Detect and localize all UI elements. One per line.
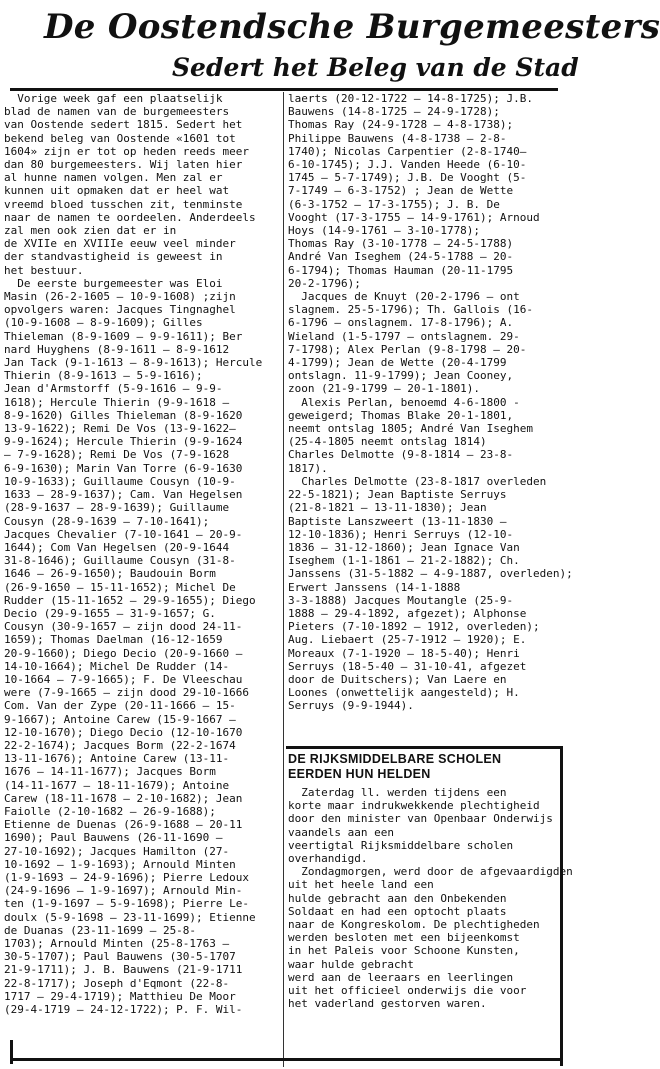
article-line: Charles Delmotte (9-8-1814 — 23-8- xyxy=(288,448,514,462)
bottom-left-rule xyxy=(10,1040,13,1064)
article-line: Jacques Chevalier (7-10-1641 — 20-9- xyxy=(4,527,243,541)
article-line: 10-1664 — 7-9-1665); F. De Vleeschau xyxy=(4,672,243,686)
article-line: Moreaux (7-1-1920 — 18-5-40); Henri xyxy=(288,646,520,660)
article-line: Rudder (15-11-1652 — 29-9-1655); Diego xyxy=(4,593,256,607)
article-line: 3-3-1888) Jacques Moutangle (25-9- xyxy=(288,593,514,607)
article-line: neemt ontslag 1805; André Van Iseghem xyxy=(288,422,534,436)
subheadline: Sedert het Beleg van de Stad xyxy=(172,53,579,82)
article-line: de XVIIe en XVIIIe eeuw veel minder xyxy=(4,237,236,251)
article-line: nard Huyghens (8-9-1611 — 8-9-1612 xyxy=(4,342,230,356)
article-line: 1703); Arnould Minten (25-8-1763 — xyxy=(4,937,230,950)
article-line: Thierin (8-9-1613 — 5-9-1616); xyxy=(4,369,203,383)
article-line: (21-8-1821 — 13-11-1830); Jean xyxy=(288,501,487,515)
article-line: Loones (onwettelijk aangesteld); H. xyxy=(288,686,520,700)
second-article-headline: DE RIJKSMIDDELBARE SCHOLEN EERDEN HUN HELDEN xyxy=(288,752,502,781)
second-article-line: werden besloten met een bijeenkomst xyxy=(288,931,520,945)
article-line: (10-9-1608 — 8-9-1609); Gilles xyxy=(4,316,203,330)
article-line: van Oostende sedert 1815. Sedert het xyxy=(4,118,243,132)
article-line: 1745 — 5-7-1749); J.B. De Vooght (5- xyxy=(288,171,527,185)
second-article-line: hulde gebracht aan den Onbekenden xyxy=(288,891,507,905)
article-line: kunnen uit opmaken dat er heel wat xyxy=(4,184,230,198)
second-article-line: naar de Kongreskolom. De plechtigheden xyxy=(288,918,540,932)
article-line: (29-4-1719 — 24-12-1722); P. F. Wil- xyxy=(4,1003,243,1017)
article-line: 7-1798); Alex Perlan (9-8-1798 — 20- xyxy=(288,342,527,356)
second-article-line: Zaterdag ll. werden tijdens een xyxy=(288,786,507,799)
article-line: Thieleman (8-9-1609 — 9-9-1611); Ber xyxy=(4,329,243,343)
article-line: (24-9-1696 — 1-9-1697); Arnould Min- xyxy=(4,884,243,898)
article-line: 14-10-1664); Michel De Rudder (14- xyxy=(4,659,230,673)
article-line: Carew (18-11-1678 — 2-10-1682); Jean xyxy=(4,791,243,805)
article-line: Philippe Bauwens (4-8-1738 — 2-8- xyxy=(288,131,507,145)
article-line: opvolgers waren: Jacques Tingnaghel xyxy=(4,303,236,317)
article-right-column xyxy=(288,92,573,740)
article-line: blad de namen van de burgemeesters xyxy=(4,105,230,119)
article-line: der standvastigheid is geweest in xyxy=(4,250,223,264)
article-line: Vooght (17-3-1755 — 14-9-1761); Arnoud xyxy=(288,210,540,224)
article-line: 1633 — 28-9-1637); Cam. Van Hegelsen xyxy=(4,488,243,502)
article-line: ontslagn. 11-9-1799); Jean Cooney, xyxy=(288,369,514,383)
second-article-line: veertigtal Rijksmiddelbare scholen xyxy=(288,838,514,852)
headline: De Oostendsche Burgemeesters xyxy=(44,7,660,47)
article-line: 27-10-1692); Jacques Hamilton (27- xyxy=(4,844,230,858)
article-line: laerts (20-12-1722 — 14-8-1725); J.B. xyxy=(288,92,534,105)
article-line: were (7-9-1665 — zijn dood 29-10-1666 xyxy=(4,686,250,700)
article-line: Jacques de Knuyt (20-2-1796 — ont xyxy=(288,290,520,304)
second-article-top-rule xyxy=(286,746,562,749)
article-line: geweigerd; Thomas Blake 20-1-1801, xyxy=(288,408,514,422)
article-line: vreemd bloed tusschen zit, tenminste xyxy=(4,197,243,211)
article-line: 22-5-1821); Jean Baptiste Serruys xyxy=(288,488,507,502)
article-line: Baptiste Lanszweert (13-11-1830 — xyxy=(288,514,507,528)
article-line: Pieters (7-10-1892 — 1912, overleden); xyxy=(288,620,540,634)
article-line: 30-5-1707); Paul Bauwens (30-5-1707 xyxy=(4,950,236,964)
article-line: de Duanas (23-11-1699 — 25-8- xyxy=(4,923,197,937)
article-line: Cousyn (30-9-1657 — zijn dood 24-11- xyxy=(4,620,243,634)
article-line: 1690); Paul Bauwens (26-11-1690 — xyxy=(4,831,223,845)
article-line: 31-8-1646); Guillaume Cousyn (31-8- xyxy=(4,554,236,568)
second-article-line: Zondagmorgen, werd door de afgevaardigden xyxy=(288,865,573,879)
article-line: 1888 — 29-4-1892, afgezet); Alphonse xyxy=(288,606,527,620)
article-line: 10-1692 — 1-9-1693); Arnould Minten xyxy=(4,857,236,871)
second-article-line: door den minister van Openbaar Onderwijs xyxy=(288,812,553,826)
article-line: (6-3-1752 — 17-3-1755); J. B. De xyxy=(288,197,500,211)
article-line: 13-11-1676); Antoine Carew (13-11- xyxy=(4,752,230,766)
article-line: 20-2-1796); xyxy=(288,276,361,290)
article-line: slagnem. 25-5-1796); Th. Gallois (16- xyxy=(288,303,534,317)
second-article-body xyxy=(288,786,573,1052)
article-line: Cousyn (28-9-1639 — 7-10-1641); xyxy=(4,514,210,528)
article-line: zoon (21-9-1799 — 20-1-1801). xyxy=(288,382,481,396)
bottom-rule xyxy=(10,1058,562,1061)
article-line: ten (1-9-1697 — 5-9-1698); Pierre Le- xyxy=(4,897,250,911)
article-line: Charles Delmotte (23-8-1817 overleden xyxy=(288,474,547,488)
article-line: De eerste burgemeester was Eloi xyxy=(4,276,223,290)
second-article-line: vaandels aan een xyxy=(288,825,394,839)
article-line: Janssens (31-5-1882 — 4-9-1887, overleden); xyxy=(288,567,573,581)
article-line: 21-9-1711); J. B. Bauwens (21-9-1711 xyxy=(4,963,243,977)
article-line: Faiolle (2-10-1682 — 26-9-1688); xyxy=(4,804,216,818)
article-line: door de Duitschers); Van Laere en xyxy=(288,672,507,686)
article-line: 12-10-1670); Diego Decio (12-10-1670 xyxy=(4,725,243,739)
article-line: 1646 — 26-9-1650); Baudouin Borm xyxy=(4,567,216,581)
article-line: 22-8-1717); Joseph d'Eqmont (22-8- xyxy=(4,976,230,990)
second-article-line: overhandigd. xyxy=(288,852,368,866)
article-line: Jan Tack (9-1-1613 — 8-9-1613); Hercule xyxy=(4,356,263,370)
article-line: 1740); Nicolas Carpentier (2-8-1740— xyxy=(288,144,527,158)
article-line: Masin (26-2-1605 — 10-9-1608) ;zijn xyxy=(4,290,236,304)
article-line: Aug. Liebaert (25-7-1912 — 1920); E. xyxy=(288,633,527,647)
article-line: het bestuur. xyxy=(4,263,84,277)
article-line: 1836 — 31-12-1860); Jean Ignace Van xyxy=(288,540,520,554)
second-article-line: uit het officieel onderwijs die voor xyxy=(288,984,527,998)
article-line: zal men ook zien dat er in xyxy=(4,224,177,238)
article-line: 6-1794); Thomas Hauman (20-11-1795 xyxy=(288,263,514,277)
article-line: 9-9-1624); Hercule Thierin (9-9-1624 xyxy=(4,435,243,449)
article-line: Serruys (18-5-40 — 31-10-41, afgezet xyxy=(288,659,527,673)
article-line: dan 80 burgemeesters. Wij laten hier xyxy=(4,158,243,172)
article-line: 1618); Hercule Thierin (9-9-1618 — xyxy=(4,395,230,409)
article-line: 1717 — 29-4-1719); Matthieu De Moor xyxy=(4,989,236,1003)
article-line: Thomas Ray (24-9-1728 — 4-8-1738); xyxy=(288,118,514,132)
article-line: doulx (5-9-1698 — 23-11-1699); Etienne xyxy=(4,910,256,924)
article-line: 6-1796 — onslagnem. 17-8-1796); A. xyxy=(288,316,514,330)
second-article-line: Soldaat en had een optocht plaats xyxy=(288,904,507,918)
second-article-line: het vaderland gestorven waren. xyxy=(288,997,487,1011)
article-line: 22-2-1674); Jacques Borm (22-2-1674 xyxy=(4,738,236,752)
article-line: al hunne namen volgen. Men zal er xyxy=(4,171,223,185)
article-line: (28-9-1637 — 28-9-1639); Guillaume xyxy=(4,501,230,515)
article-line: Serruys (9-9-1944). xyxy=(288,699,414,713)
article-line: Vorige week gaf een plaatselijk xyxy=(4,92,223,105)
article-line: Hoys (14-9-1761 — 3-10-1778); xyxy=(288,224,481,238)
article-line: Jean d'Armstorff (5-9-1616 — 9-9- xyxy=(4,382,223,396)
article-line: — 7-9-1628); Remi De Vos (7-9-1628 xyxy=(4,448,230,462)
article-left-column xyxy=(4,92,280,1064)
second-article-line: werd aan de leeraars en leerlingen xyxy=(288,970,514,984)
article-line: 1817). xyxy=(288,461,328,475)
article-line: 1676 — 14-11-1677); Jacques Borm xyxy=(4,765,216,779)
article-line: 13-9-1622); Remi De Vos (13-9-1622— xyxy=(4,422,236,436)
article-line: Alexis Perlan, benoemd 4-6-1800 - xyxy=(288,395,520,409)
article-line: (1-9-1693 — 24-9-1696); Pierre Ledoux xyxy=(4,870,250,884)
article-line: bekend beleg van Oostende «1601 tot xyxy=(4,131,236,145)
article-line: 10-9-1633); Guillaume Cousyn (10-9- xyxy=(4,474,236,488)
article-line: Thomas Ray (3-10-1778 — 24-5-1788) xyxy=(288,237,514,251)
article-line: 6-10-1745); J.J. Vanden Heede (6-10- xyxy=(288,158,527,172)
second-article-line: uit het heele land een xyxy=(288,878,434,892)
article-line: André Van Iseghem (24-5-1788 — 20- xyxy=(288,250,514,264)
article-line: 1604» zijn er tot op heden reeds meer xyxy=(4,144,250,158)
article-line: 6-9-1630); Marin Van Torre (6-9-1630 xyxy=(4,461,243,475)
article-line: 9-1667); Antoine Carew (15-9-1667 — xyxy=(4,712,236,726)
article-line: Erwert Janssens (14-1-1888 xyxy=(288,580,461,594)
article-line: Iseghem (1-1-1861 — 21-2-1882); Ch. xyxy=(288,554,520,568)
article-line: Bauwens (14-8-1725 — 24-9-1728); xyxy=(288,105,500,119)
second-article-line: korte maar indrukwekkende plechtigheid xyxy=(288,799,540,813)
article-line: Decio (29-9-1655 — 31-9-1657; G. xyxy=(4,606,216,620)
column-divider xyxy=(283,92,284,1067)
article-line: Wieland (1-5-1797 — ontslagnem. 29- xyxy=(288,329,520,343)
article-line: 1659); Thomas Daelman (16-12-1659 xyxy=(4,633,223,647)
second-article-line: waar hulde gebracht xyxy=(288,957,414,971)
header-rule xyxy=(10,88,558,91)
article-line: (14-11-1677 — 18-11-1679); Antoine xyxy=(4,778,230,792)
article-line: 8-9-1620) Gilles Thieleman (8-9-1620 xyxy=(4,408,243,422)
second-article-line: in het Paleis voor Schoone Kunsten, xyxy=(288,944,520,958)
article-line: Etienne de Duenas (26-9-1688 — 20-11 xyxy=(4,818,243,832)
article-line: (26-9-1650 — 15-11-1652); Michel De xyxy=(4,580,236,594)
article-line: Com. Van der Zype (20-11-1666 — 15- xyxy=(4,699,236,713)
article-line: (25-4-1805 neemt ontslag 1814) xyxy=(288,435,487,449)
article-line: 12-10-1836); Henri Serruys (12-10- xyxy=(288,527,514,541)
article-line: naar de namen te oordeelen. Anderdeels xyxy=(4,210,256,224)
article-line: 4-1799); Jean de Wette (20-4-1799 xyxy=(288,356,507,370)
article-line: 20-9-1660); Diego Decio (20-9-1660 — xyxy=(4,646,243,660)
article-line: 7-1749 — 6-3-1752) ; Jean de Wette xyxy=(288,184,514,198)
article-line: 1644); Com Van Hegelsen (20-9-1644 xyxy=(4,540,230,554)
